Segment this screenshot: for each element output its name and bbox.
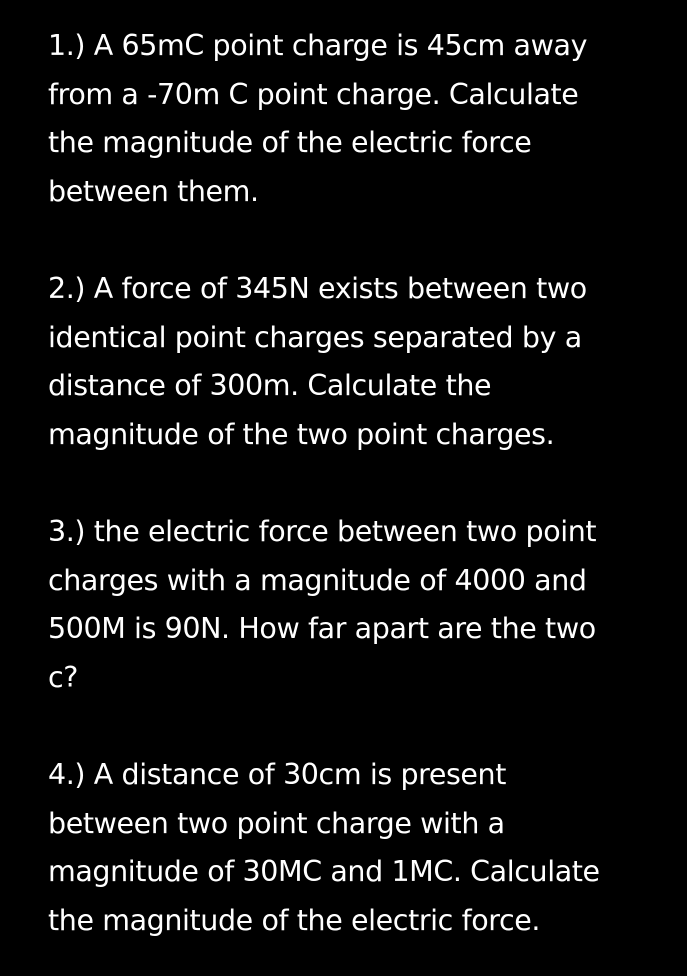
problem-2-line-3: distance of 300m. Calculate the [48, 369, 492, 403]
problem-2-line-1: 2.) A force of 345N exists between two [48, 271, 587, 305]
problem-3-line-1: 3.) the electric force between two point [48, 514, 597, 548]
problem-1-line-1: 1.) A 65mC point charge is 45cm away [48, 29, 588, 62]
problem-4 [48, 751, 687, 945]
problem-3-line-4: c? [48, 660, 78, 694]
problem-1-line-4: between them. [48, 174, 259, 208]
problem-1-line-3: the magnitude of the electric force [48, 126, 532, 160]
problem-1-line-2: from a -70m C point charge. Calculate [48, 77, 579, 111]
problem-2-line-4: magnitude of the two point charges. [48, 417, 555, 451]
problem-4-line-2: between two point charge with a [48, 806, 505, 840]
problem-4-line-4: the magnitude of the electric force. [48, 903, 541, 937]
problem-3-line-3: 500M is 90N. How far apart are the two [48, 612, 596, 646]
paragraph-gap [48, 702, 687, 751]
problem-note [48, 22, 687, 945]
paragraph-gap [48, 459, 687, 508]
problem-3 [48, 508, 687, 702]
problem-4-line-1: 4.) A distance of 30cm is present [48, 757, 506, 791]
problem-3-line-2: charges with a magnitude of 4000 and [48, 563, 587, 597]
problem-1 [48, 22, 687, 216]
problem-4-line-3: magnitude of 30MC and 1MC. Calculate [48, 855, 600, 889]
problem-2-line-2: identical point charges separated by a [48, 320, 582, 354]
problem-2 [48, 265, 687, 459]
paragraph-gap [48, 216, 687, 265]
